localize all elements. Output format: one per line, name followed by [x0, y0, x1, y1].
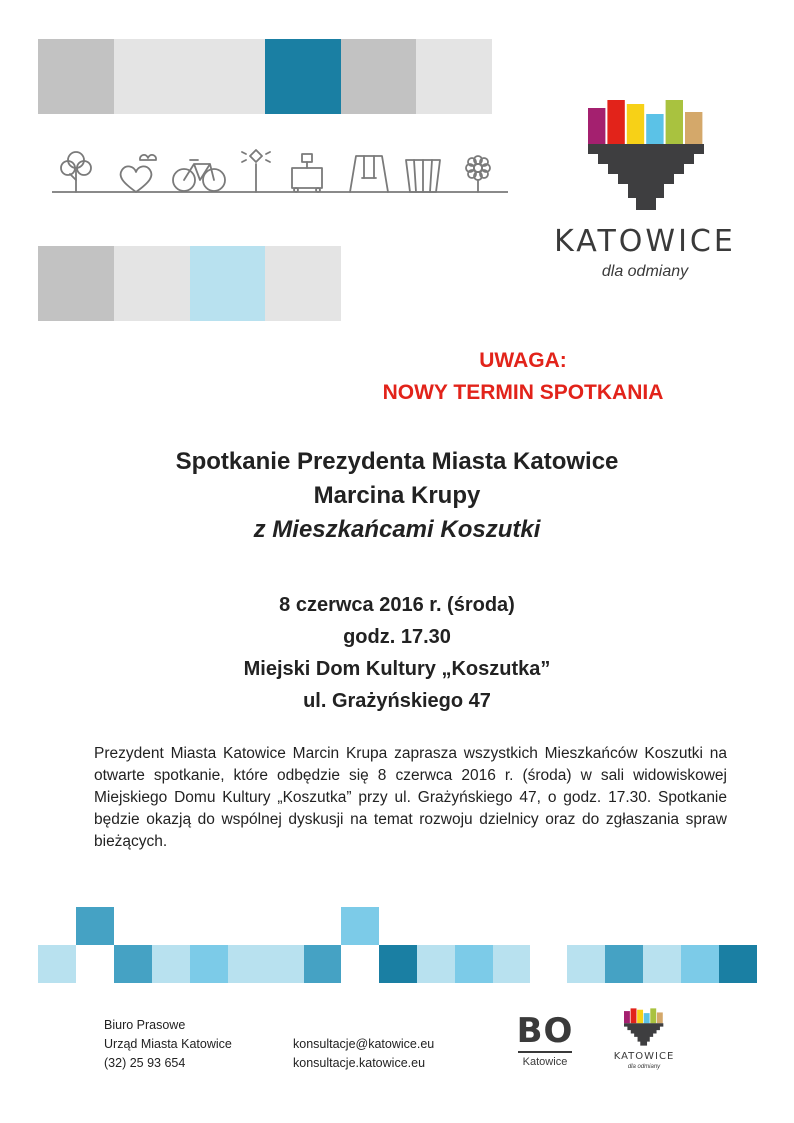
tile	[38, 39, 114, 114]
tile	[228, 945, 266, 983]
small-logo-wordmark: KATOWICE	[613, 1051, 675, 1062]
bicycle-icon	[173, 160, 225, 191]
title-line-3-text: z Mieszkańcami Koszutki	[253, 516, 541, 543]
footer-contacts	[293, 1035, 434, 1073]
logo-color-bar	[637, 1010, 643, 1024]
tile	[455, 945, 493, 983]
logo-color-bar	[666, 100, 683, 144]
logo-color-bar	[685, 112, 702, 144]
tile	[152, 945, 190, 983]
street-lamp-icon	[242, 150, 270, 192]
event-title	[0, 445, 794, 547]
logo-color-bar	[607, 100, 624, 144]
title-line-2: Marcina Krupy	[313, 482, 481, 509]
tile	[417, 945, 455, 983]
event-details	[0, 589, 794, 717]
tile	[265, 246, 341, 321]
tile	[719, 945, 757, 983]
playground-box-icon	[292, 154, 322, 192]
tile	[76, 907, 114, 945]
tile	[341, 39, 416, 114]
tree-icon	[61, 152, 91, 192]
office-line-2: Urząd Miasta Katowice	[104, 1037, 232, 1051]
logo-color-bar	[644, 1013, 650, 1023]
swing-icon	[350, 156, 388, 192]
tile	[266, 945, 304, 983]
contact-website[interactable]: konsultacje.katowice.eu	[293, 1056, 426, 1070]
small-logo-tagline: dla odmiany	[627, 1064, 661, 1070]
logo-color-bar	[631, 1008, 637, 1023]
tile	[643, 945, 681, 983]
tile	[379, 945, 417, 983]
event-address: ul. Grażyńskiego 47	[303, 690, 491, 712]
logo-color-bar	[624, 1011, 630, 1023]
event-time: godz. 17.30	[343, 626, 451, 648]
tile	[190, 246, 265, 321]
logo-funnel-shape	[588, 144, 704, 210]
tile	[567, 945, 605, 983]
contact-email[interactable]: konsultacje@katowice.eu	[293, 1037, 435, 1051]
bo-logo	[516, 1012, 574, 1069]
tile	[38, 246, 114, 321]
event-venue: Miejski Dom Kultury „Koszutka”	[243, 658, 551, 680]
notice-heading	[126, 345, 794, 409]
bo-logo-rule	[518, 1051, 572, 1053]
tile	[114, 39, 190, 114]
logo-color-bar	[657, 1012, 663, 1023]
bo-logo-text: BO	[516, 1011, 574, 1051]
city-icons-line	[52, 148, 508, 198]
office-line-1: Biuro Prasowe	[104, 1018, 186, 1032]
logo-wordmark: KATOWICE	[554, 224, 736, 259]
heart-cloud-icon	[121, 155, 157, 192]
logo-color-bar	[627, 104, 644, 144]
logo-tagline: dla odmiany	[601, 263, 689, 280]
notice-line-1: UWAGA:	[479, 349, 567, 372]
trash-bin-icon	[406, 160, 440, 192]
tile	[416, 39, 492, 114]
tile	[341, 907, 379, 945]
logo-color-bar	[650, 1008, 656, 1023]
bo-logo-sub: Katowice	[522, 1056, 568, 1068]
notice-line-2: NOWY TERMIN SPOTKANIA	[382, 381, 664, 404]
small-katowice-logo-icon	[624, 1005, 664, 1047]
flower-icon	[466, 156, 490, 192]
tile	[265, 39, 341, 114]
title-line-1: Spotkanie Prezydenta Miasta Katowice	[175, 448, 619, 475]
tile	[114, 246, 190, 321]
office-phone: (32) 25 93 654	[104, 1056, 186, 1070]
footer-office	[104, 1016, 232, 1073]
logo-color-bar	[646, 114, 663, 144]
tile	[493, 945, 530, 983]
katowice-logo-icon	[588, 92, 706, 212]
tile	[681, 945, 719, 983]
tile	[605, 945, 643, 983]
event-date: 8 czerwca 2016 r. (środa)	[279, 594, 515, 616]
tile	[114, 945, 152, 983]
tile	[304, 945, 341, 983]
tile	[38, 945, 76, 983]
tile	[190, 39, 265, 114]
tile	[190, 945, 228, 983]
title-line-3	[0, 513, 794, 547]
body-paragraph: Prezydent Miasta Katowice Marcin Krupa zaprasza wszystkich Mieszkańców Koszutki na otwarte spotkanie, które odbędzie się 8 czerwca 2016 r. (środa) w sali widowiskowej Miejskiego Domu Kultury „Koszutka” przy ul. Grażyńskiego 47, o godz. 17.30. Spotkanie będzie okazją do wspólnej dyskusji na temat rozwoju dzielnicy oraz do zgłaszania spraw bieżących.	[94, 745, 727, 850]
logo-color-bar	[588, 108, 605, 144]
